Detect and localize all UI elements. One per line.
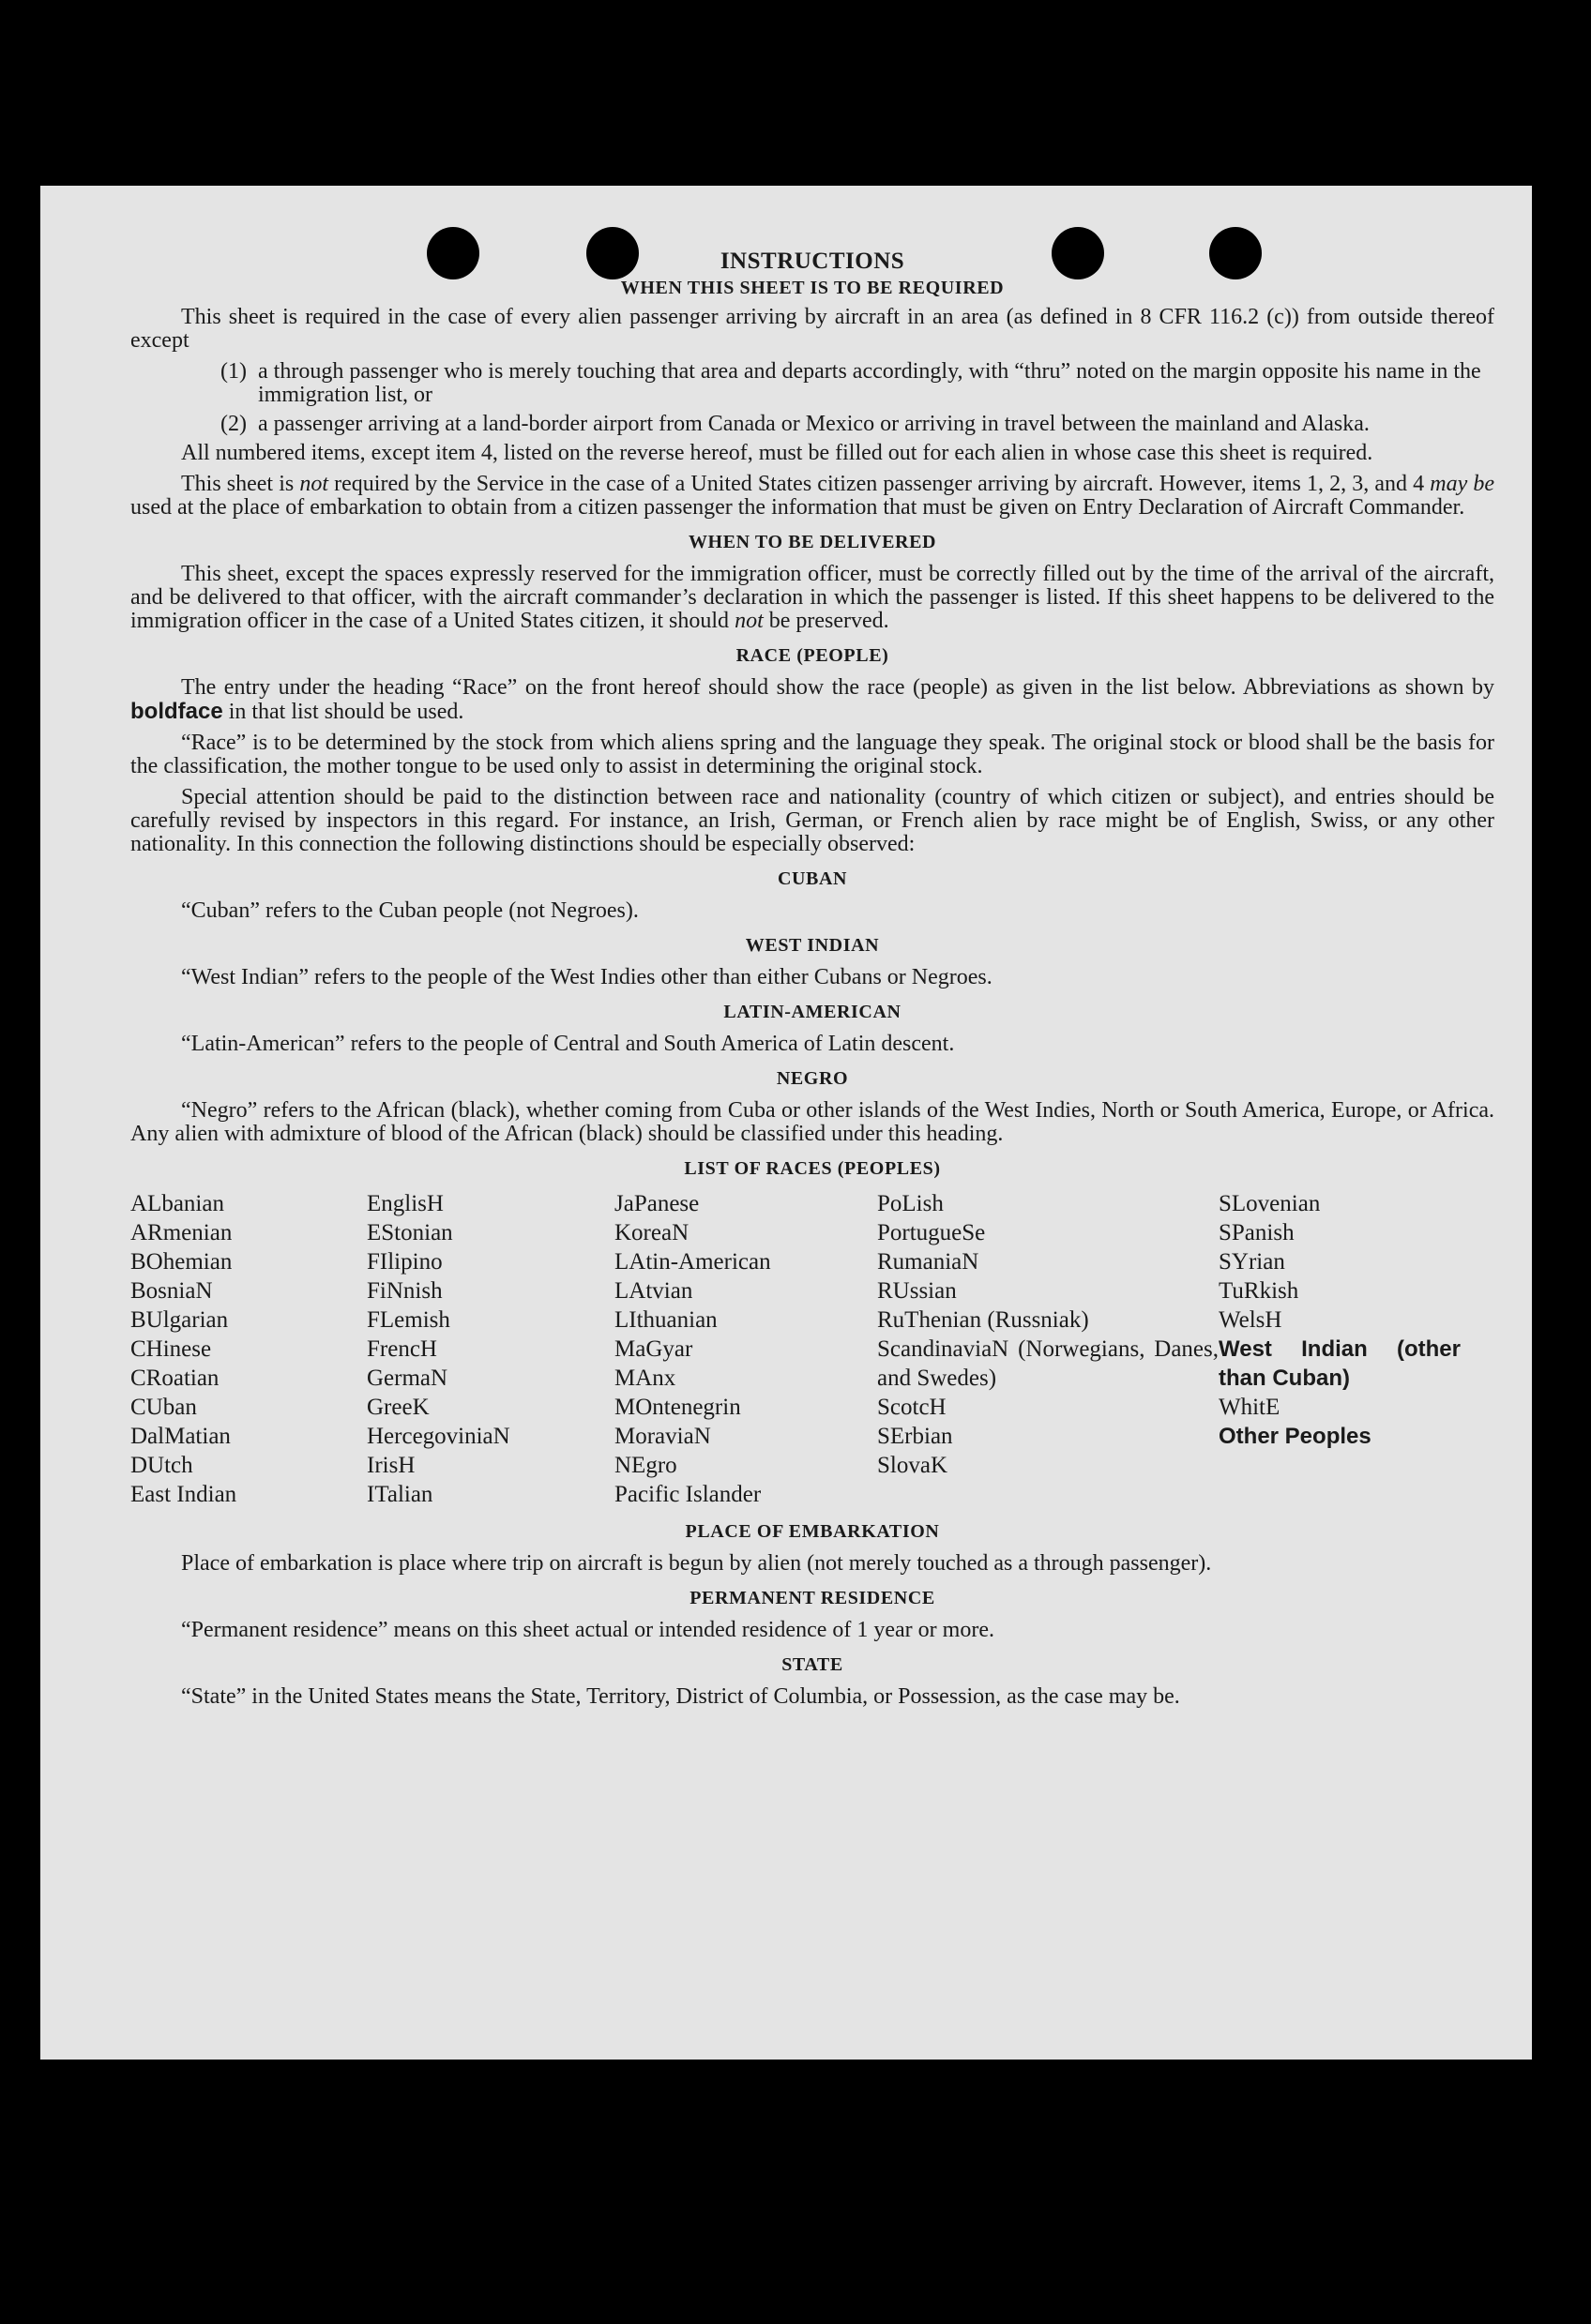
race-entry: ScandinaviaN (Norwegians, Danes, and Swedes) xyxy=(877,1336,1219,1391)
race-entry: SErbian xyxy=(877,1424,953,1449)
race-entry: MaGyar xyxy=(614,1336,693,1362)
west-indian-text: “West Indian” refers to the people of the West Indies other than either Cubans or Negroes. xyxy=(181,965,992,989)
race-entry: BUlgarian xyxy=(130,1307,229,1333)
negro-paragraph: “Negro” refers to the African (black), whether coming from Cuba or other islands of the West Indies, North or South America, Europe, or Africa. Any alien with admixture of blood of the African (black) should be classified under this heading. xyxy=(130,1098,1494,1146)
heading-cuban: CUBAN xyxy=(777,868,848,889)
race-entry: RuThenian (Russniak) xyxy=(877,1307,1089,1333)
race-paragraph: The entry under the heading “Race” on the front hereof should show the race (people) as given in the list below. Abbreviations as shown by boldface in that list should be used. xyxy=(130,675,1494,724)
numbered-items-paragraph: All numbered items, except item 4, listed on the reverse hereof, must be filled out for each alien in whose case this sheet is required. xyxy=(181,441,1373,465)
race-entry: ARmenian xyxy=(130,1220,233,1245)
delivered-paragraph: This sheet, except the spaces expressly reserved for the immigration officer, must be correctly filled out by the time of the arrival of the aircraft, and be delivered to that officer, with the aircraft commander’s declaration in which the passenger is listed. If this sheet happens to be delivered to the immigration officer in the case of a United States citizen, it should not be preserved. xyxy=(130,562,1494,633)
race-entry: West Indian (other than Cuban) xyxy=(1219,1336,1461,1391)
race-entry: LIthuanian xyxy=(614,1307,718,1333)
race-entry: HercegoviniaN xyxy=(367,1424,510,1449)
races-column xyxy=(877,1189,1219,1509)
race-entry: SlovaK xyxy=(877,1453,947,1478)
race-entry: FIlipino xyxy=(367,1249,443,1275)
race-entry: SYrian xyxy=(1219,1249,1285,1275)
races-column xyxy=(1219,1189,1461,1509)
races-list xyxy=(130,1189,1494,1509)
race-entry: JaPanese xyxy=(614,1191,700,1216)
race-entry: MOntenegrin xyxy=(614,1395,741,1420)
race-entry: SLovenian xyxy=(1219,1191,1321,1216)
race-entry: DUtch xyxy=(130,1453,193,1478)
race-entry: CHinese xyxy=(130,1336,212,1362)
race-entry: KoreaN xyxy=(614,1220,689,1245)
state-paragraph: “State” in the United States means the State, Territory, District of Columbia, or Possession, as the case may be. xyxy=(181,1684,1180,1709)
race-entry: CUban xyxy=(130,1395,197,1420)
embarkation-paragraph: Place of embarkation is place where trip on aircraft is begun by alien (not merely touched as a through passenger). xyxy=(181,1551,1212,1576)
heading-race: RACE (PEOPLE) xyxy=(735,645,889,666)
heading-embarkation: PLACE OF EMBARKATION xyxy=(685,1521,940,1542)
race-entry: BOhemian xyxy=(130,1249,233,1275)
race-entry: Pacific Islander xyxy=(614,1482,762,1507)
heading-state: STATE xyxy=(781,1654,843,1675)
race-nationality-paragraph: Special attention should be paid to the distinction between race and nationality (country of which citizen or subject), and entries should be carefully revised by inspectors in this regard. For instance, an Irish, German, or French alien by race might be of English, Swiss, or any other nationality. In this connection the following distinctions should be especially observed: xyxy=(130,785,1494,856)
race-entry: WhitE xyxy=(1219,1395,1280,1420)
citizen-paragraph: This sheet is not required by the Service in the case of a United States citizen passenger arriving by aircraft. However, items 1, 2, 3, and 4 may be used at the place of embarkation to obtain from a citizen passenger the information that must be given on Entry Declaration of Aircraft Commander. xyxy=(130,472,1494,520)
residence-text: “Permanent residence” means on this sheet actual or intended residence of 1 year or more. xyxy=(181,1618,994,1642)
race-entry: EStonian xyxy=(367,1220,453,1245)
heading-residence: PERMANENT RESIDENCE xyxy=(689,1588,935,1608)
race-entry: LAtvian xyxy=(614,1278,693,1304)
races-column xyxy=(614,1189,877,1509)
heading-negro: NEGRO xyxy=(776,1068,849,1089)
exception-item: (1) a through passenger who is merely touching that area and departs accordingly, with “thru” noted on the margin opposite his name in the immigration list, or xyxy=(220,359,1481,407)
heading-delivered: WHEN TO BE DELIVERED xyxy=(688,532,937,552)
race-entry: Other Peoples xyxy=(1219,1424,1371,1449)
race-entry: East Indian xyxy=(130,1482,237,1507)
race-entry: BosniaN xyxy=(130,1278,213,1304)
race-entry: WelsH xyxy=(1219,1307,1282,1333)
exception-item: (2) a passenger arriving at a land-border airport from Canada or Mexico or arriving in travel between the mainland and Alaska. xyxy=(220,412,1370,436)
instructions-body xyxy=(130,249,1494,1716)
heading-west-indian: WEST INDIAN xyxy=(745,935,880,956)
race-entry: FrencH xyxy=(367,1336,437,1362)
race-entry: TuRkish xyxy=(1219,1278,1299,1304)
race-entry: RUssian xyxy=(877,1278,957,1304)
race-entry: MoraviaN xyxy=(614,1424,711,1449)
race-entry: SPanish xyxy=(1219,1220,1295,1245)
race-entry: RumaniaN xyxy=(877,1249,979,1275)
cuban-text: “Cuban” refers to the Cuban people (not Negroes). xyxy=(181,898,639,923)
race-entry: ALbanian xyxy=(130,1191,224,1216)
latin-american-text: “Latin-American” refers to the people of Central and South America of Latin descent. xyxy=(181,1032,955,1056)
race-entry: MAnx xyxy=(614,1366,676,1391)
race-entry: FiNnish xyxy=(367,1278,443,1304)
race-entry: ScotcH xyxy=(877,1395,947,1420)
race-entry: GreeK xyxy=(367,1395,430,1420)
heading-races-list: LIST OF RACES (PEOPLES) xyxy=(684,1158,941,1179)
race-entry: LAtin-American xyxy=(614,1249,771,1275)
page-title: INSTRUCTIONS xyxy=(720,249,905,274)
race-entry: FLemish xyxy=(367,1307,450,1333)
races-column xyxy=(130,1189,367,1509)
race-entry: PoLish xyxy=(877,1191,944,1216)
heading-latin-american: LATIN-AMERICAN xyxy=(723,1002,902,1022)
race-stock-paragraph: “Race” is to be determined by the stock from which aliens spring and the language they speak. The original stock or blood shall be the basis for the classification, the mother tongue to be used only to assist in determining the original stock. xyxy=(130,731,1494,778)
heading-required: WHEN THIS SHEET IS TO BE REQUIRED xyxy=(620,278,1005,298)
race-entry: PortugueSe xyxy=(877,1220,986,1245)
race-entry: NEgro xyxy=(614,1453,677,1478)
race-entry: CRoatian xyxy=(130,1366,220,1391)
race-entry: IrisH xyxy=(367,1453,416,1478)
instruction-sheet xyxy=(40,186,1532,2060)
races-column xyxy=(367,1189,614,1509)
race-entry: ITalian xyxy=(367,1482,433,1507)
race-entry: EnglisH xyxy=(367,1191,444,1216)
race-entry: GermaN xyxy=(367,1366,448,1391)
race-entry: DalMatian xyxy=(130,1424,231,1449)
required-intro: This sheet is required in the case of every alien passenger arriving by aircraft in an area (as defined in 8 CFR 116.2 (c)) from outside thereof except xyxy=(130,305,1494,353)
